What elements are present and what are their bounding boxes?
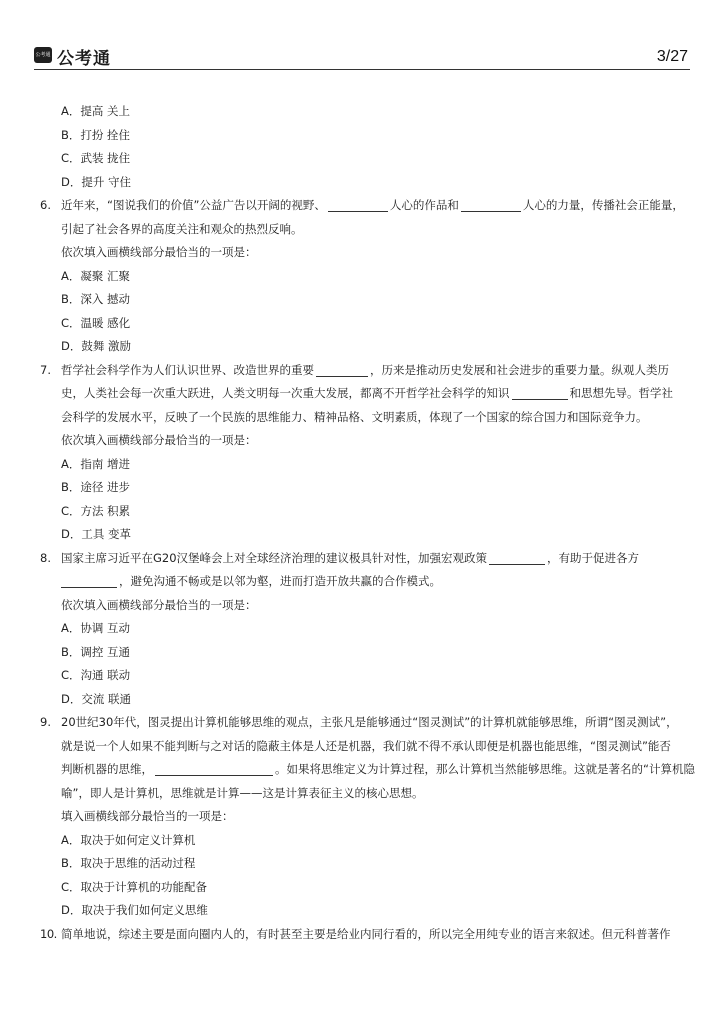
q6-stem-line: 6. 近年来，“图说我们的价值”公益广告以开阔的视野、 人心的作品和 人心的力量，传播社会正能量， — [40, 194, 690, 218]
q8-option-b: B．调控 互通 — [61, 644, 131, 659]
q5-option-a: A．提高 关上 — [61, 104, 131, 118]
q7-stem-line: 会科学的发展水平，反映了一个民族的思维能力、精神品格、文明素质，体现了一个国家的综合国力和国际竞争力。 — [61, 409, 648, 424]
q5-option-b: B．打扮 拴住 — [61, 127, 131, 142]
q9-stem-line: 判断机器的思维， 。如果将思维定义为计算过程，那么计算机当然能够思维。这就是著名的“计算机隐 — [61, 762, 695, 776]
q7-number: 7. — [40, 362, 51, 377]
brand-name: 公考通 — [57, 49, 111, 69]
q9-prompt: 填入画横线部分最恰当的一项是： — [61, 809, 234, 823]
header-divider — [34, 69, 690, 70]
q8-stem-line: 8. 国家主席习近平在G20汉堡峰会上对全球经济治理的建议极具针对性，加强宏观政策 ，有助于促进各方 — [40, 547, 690, 571]
q9-stem-line: 喻”，即人是计算机，思维就是计算——这是计算表征主义的核心思想。 — [61, 785, 424, 800]
q8-option-c: C．沟通 联动 — [61, 668, 131, 682]
answer-blank — [489, 550, 545, 565]
q9-option-b: B．取决于思维的活动过程 — [61, 856, 196, 870]
q9-stem-line: 就是说一个人如果不能判断与之对话的隐蔽主体是人还是机器，我们就不得不承认即便是机器也能思维，“图灵测试”能否 — [61, 738, 671, 753]
page-header — [34, 44, 690, 70]
q6-option-d: D．鼓舞 激励 — [61, 339, 132, 353]
q9-option-c: C．取决于计算机的功能配备 — [61, 879, 208, 894]
q8-option-a: A．协调 互动 — [61, 621, 131, 635]
q6-option-a: A．凝聚 汇聚 — [61, 268, 131, 283]
q7-stem-line: 7. 哲学社会科学作为人们认识世界、改造世界的重要 ，历来是推动历史发展和社会进步的重要力量。纵观人类历 — [40, 359, 690, 383]
answer-blank — [461, 197, 521, 212]
answer-blank — [328, 197, 388, 212]
q7-option-b: B．途径 进步 — [61, 480, 131, 494]
q8-number: 8. — [40, 550, 51, 565]
q7-option-a: A．指南 增进 — [61, 456, 131, 471]
q9-stem-line: 9. 20世纪30年代，图灵提出计算机能够思维的观点，主张凡是能够通过“图灵测试”的计算机就能够思维，所谓“图灵测试”， — [40, 711, 690, 735]
q9-number: 9. — [40, 715, 51, 729]
q8-prompt: 依次填入画横线部分最恰当的一项是： — [61, 597, 257, 612]
q8-stem-line: ，避免沟通不畅或是以邻为壑，进而打造开放共赢的合作模式。 — [40, 570, 690, 594]
answer-blank — [61, 573, 117, 588]
logo-icon: 公考通 — [34, 47, 52, 63]
document-body — [40, 100, 695, 946]
q6-prompt: 依次填入画横线部分最恰当的一项是： — [61, 245, 257, 259]
q9-option-a: A．取决于如何定义计算机 — [61, 832, 196, 847]
answer-blank — [512, 385, 568, 400]
q9-option-d: D．取决于我们如何定义思维 — [61, 903, 208, 917]
q6-option-b: B．深入 撼动 — [61, 292, 131, 306]
q6-option-c: C．温暖 感化 — [61, 315, 131, 330]
answer-blank — [316, 362, 368, 377]
q10-stem-line: 10. 简单地说，综述主要是面向圈内人的，有时甚至主要是给业内同行看的，所以完全用纯专业的语言来叙述。但元科普著作 — [40, 923, 690, 947]
q7-prompt: 依次填入画横线部分最恰当的一项是： — [61, 433, 257, 447]
q7-option-d: D．工具 变革 — [61, 527, 132, 541]
q8-option-d: D．交流 联通 — [61, 691, 132, 706]
q7-option-c: C．方法 积累 — [61, 503, 131, 518]
page-number: 3/27 — [656, 48, 688, 65]
q5-option-d: D．提升 守住 — [61, 174, 132, 189]
q5-option-c: C．武装 拢住 — [61, 151, 131, 165]
answer-blank — [155, 761, 273, 776]
q10-number: 10. — [40, 926, 57, 941]
q6-number: 6. — [40, 198, 51, 212]
q6-stem-line: 引起了社会各界的高度关注和观众的热烈反响。 — [61, 221, 303, 236]
q7-stem-line: 史，人类社会每一次重大跃进，人类文明每一次重大发展，都离不开哲学社会科学的知识 和思想先导。哲学社 — [61, 386, 673, 400]
